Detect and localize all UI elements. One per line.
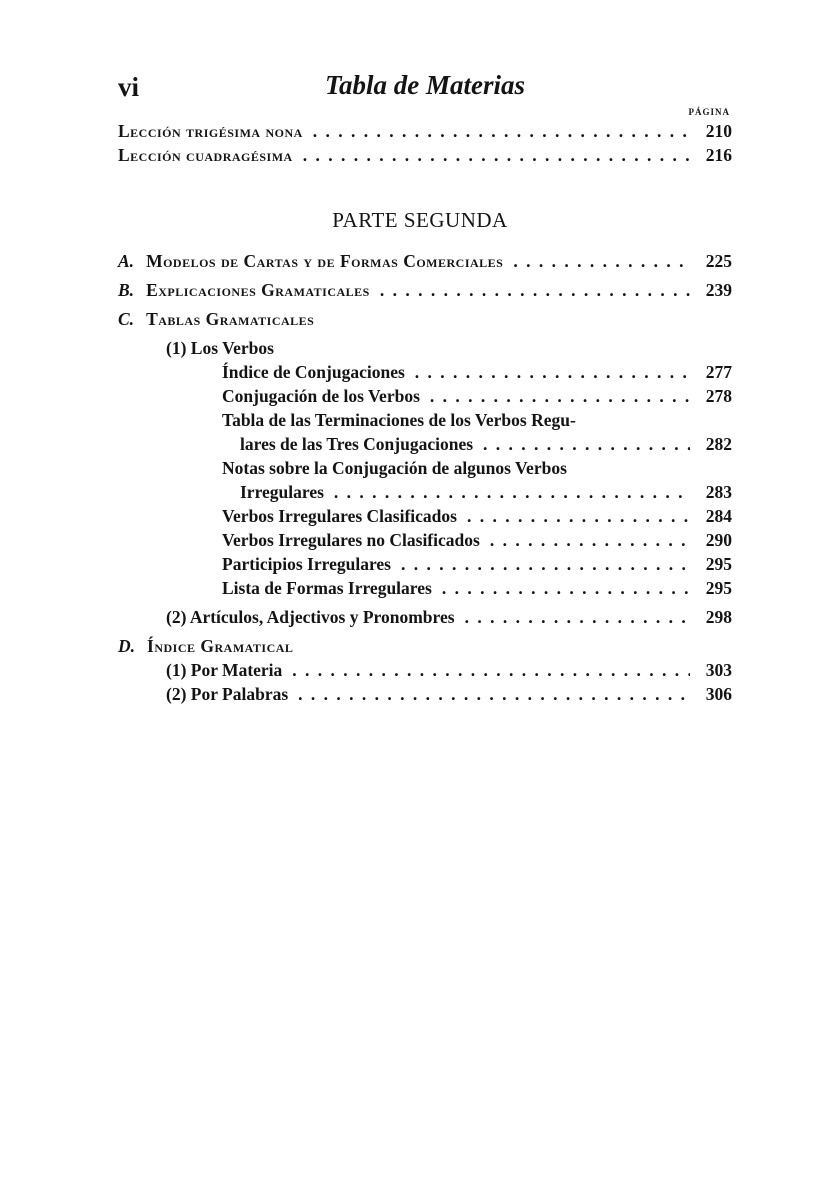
toc-entry-title: Participios Irregulares	[222, 554, 391, 574]
toc-entry-page: 284	[705, 506, 732, 526]
toc-entry	[222, 552, 732, 576]
toc-entry-title: Tablas Gramaticales	[146, 309, 315, 329]
toc-entry-page: 306	[705, 684, 732, 704]
toc-entry-page: 278	[705, 386, 732, 406]
toc-entry-title: (2) Por Palabras	[166, 684, 289, 704]
toc-entry-page: 216	[705, 145, 732, 165]
toc-entry-title: Modelos de Cartas y de Formas Comerciales	[146, 251, 504, 271]
toc-section-a	[118, 249, 732, 273]
toc-entry-page: 225	[705, 251, 732, 271]
toc-entry	[222, 576, 732, 600]
leader-dots	[292, 658, 690, 682]
page-number: vi	[118, 72, 140, 102]
toc-entry-page: 295	[705, 578, 732, 598]
leader-dots	[298, 682, 690, 706]
toc-entry-title: Verbos Irregulares Clasificados	[222, 506, 457, 526]
toc-entry-page: 277	[705, 362, 732, 382]
toc-entry-page: 290	[705, 530, 732, 550]
leader-dots	[465, 605, 690, 629]
section-letter: D.	[118, 636, 136, 656]
toc-entry	[166, 682, 732, 706]
leader-dots	[490, 528, 690, 552]
toc-entry-page: 295	[705, 554, 732, 574]
toc-entry-line1	[222, 456, 726, 480]
leader-dots	[313, 119, 690, 143]
toc-entry-page: 298	[705, 607, 732, 627]
toc-entry-title: Tabla de las Terminaciones de los Verbos Regu-	[222, 410, 576, 430]
leader-dots	[401, 552, 690, 576]
toc-entry-title: Lección cuadragésima	[118, 145, 293, 165]
part-heading: PARTE SEGUNDA	[332, 208, 508, 232]
toc-entry-title: Explicaciones Gramaticales	[146, 280, 370, 300]
toc-entry-title: Notas sobre la Conjugación de algunos Verbos	[222, 458, 567, 478]
toc-entry-title: (1) Por Materia	[166, 660, 283, 680]
toc-entry	[240, 432, 732, 456]
toc-entry-page: 303	[705, 660, 732, 680]
toc-entry-title: Lista de Formas Irregulares	[222, 578, 432, 598]
toc-entry-page: 282	[705, 434, 732, 454]
toc-entry	[222, 504, 732, 528]
toc-entry	[240, 480, 732, 504]
toc-entry-page: 239	[705, 280, 732, 300]
section-letter: B.	[118, 280, 135, 300]
toc-section-d	[118, 634, 293, 658]
leader-dots	[513, 249, 690, 273]
page-column-label: PÁGINA	[688, 107, 730, 117]
subsection-label: (1) Los Verbos	[166, 338, 274, 358]
leader-dots	[415, 360, 690, 384]
leader-dots	[483, 432, 690, 456]
toc-entry-c2	[166, 605, 732, 629]
leader-dots	[303, 143, 690, 167]
leader-dots	[380, 278, 690, 302]
toc-entry-title-cont: lares de las Tres Conjugaciones	[240, 434, 474, 454]
toc-entry-title-cont: Irregulares	[240, 482, 324, 502]
toc-entry-page: 283	[705, 482, 732, 502]
toc-entry-title: Índice de Conjugaciones	[222, 362, 405, 382]
toc-entry	[222, 384, 732, 408]
toc-entry	[222, 360, 732, 384]
toc-entry-title: (2) Artículos, Adjectivos y Pronombres	[166, 607, 455, 627]
section-letter: A.	[118, 251, 135, 271]
page-title: Tabla de Materias	[324, 70, 525, 100]
leader-dots	[430, 384, 690, 408]
toc-entry-title: Verbos Irregulares no Clasificados	[222, 530, 480, 550]
toc-entry-leccion-40	[118, 143, 732, 167]
toc-entry-title: Lección trigésima nona	[118, 121, 303, 141]
leader-dots	[334, 480, 690, 504]
toc-entry	[222, 528, 732, 552]
toc-entry-title: Índice Gramatical	[147, 636, 294, 656]
toc-section-b	[118, 278, 732, 302]
toc-entry	[166, 658, 732, 682]
leader-dots	[442, 576, 690, 600]
leader-dots	[467, 504, 690, 528]
section-letter: C.	[118, 309, 135, 329]
toc-entry-leccion-39	[118, 119, 732, 143]
toc-entry-page: 210	[705, 121, 732, 141]
toc-section-c	[118, 307, 314, 331]
toc-entry-title: Conjugación de los Verbos	[222, 386, 420, 406]
toc-entry-line1	[222, 408, 726, 432]
